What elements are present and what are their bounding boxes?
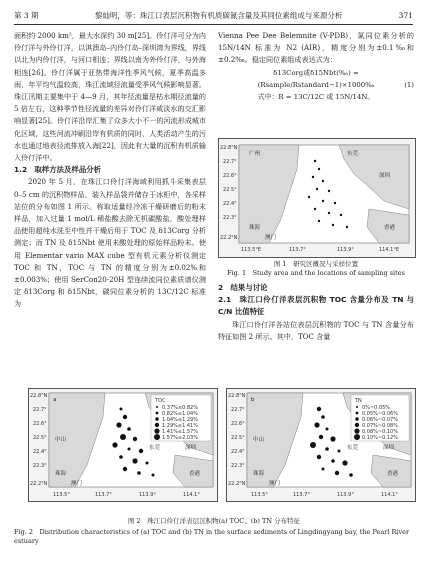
fig2a-lon-3: 114.1° xyxy=(183,492,200,498)
fig2b-lon-3: 114.1° xyxy=(381,492,398,498)
fig2b-lat-3: 22.5° xyxy=(231,435,245,441)
fig1-lon-1: 113.7° xyxy=(289,247,306,253)
fig2a-place-macau: 澳门 xyxy=(71,481,83,487)
fig1-lat-1: 22.7° xyxy=(223,159,237,165)
fig2a-lat-6: 22.2°N xyxy=(30,481,48,487)
fig2a-place-hongkong: 香港 xyxy=(189,471,201,477)
fig2a-legend-2: 1.04%≤1.29% xyxy=(162,417,198,423)
fig2b-place-zhongshan: 中山 xyxy=(253,437,265,443)
fig2a-lat-5: 22.3° xyxy=(33,463,47,469)
fig2b-legend-0: 0%~0.05% xyxy=(362,405,391,411)
figure-1-caption-en: Fig. 1 Study area and the locations of sampling sites xyxy=(227,269,405,277)
fig1-place-shenzhen: 深圳 xyxy=(379,173,391,179)
fig1-place-zhuhai: 珠海 xyxy=(249,225,261,231)
fig1-lat-2: 22.6° xyxy=(223,173,237,179)
fig2b-lon-0: 113.5° xyxy=(251,492,268,498)
fig2a-lat-3: 22.5° xyxy=(33,435,47,441)
methods-paragraph: 2020 年 5 月，在珠江口伶仃洋海域利用抓斗采集表层 0–5 cm 的沉积物样品，装入样品袋并储存于冰柜中，各采样站位的分布如图 1 所示。称取适量经冷冻干燥研磨后的粉末样品，加入过量 1 mol/L 稀盐酸去除无机碳酸盐，酸处理样品使用超纯水洗至中性并干燥后用于 TOC 及 δ13Corg 分析测定；而 TN 及 δ15Nbt 使用未酸处理的原始样品粉末。使用 Elementar vario MAX cube 型有机元素分析仪测定 TOC 和 TN，TOC 与 TN 的精度分别为±0.02%和±0.003%；使用 SerCon20-20H 型连续流同位素质谱仪测定 δ13Corg 和 δ15Nbt，碳同位素分析的 13C/12C 标准为 xyxy=(14,177,206,309)
fig2b-panel-label: b xyxy=(251,397,255,403)
equation-1 xyxy=(218,67,414,91)
fig2b-place-dongguan: 东莞 xyxy=(347,445,359,451)
fig2b-lat-5: 22.3° xyxy=(231,463,245,469)
fig1-lat-3: 22.5° xyxy=(223,187,237,193)
fig2b-lon-2: 113.9° xyxy=(337,492,354,498)
fig1-place-dongguan: 东莞 xyxy=(347,151,359,157)
study-area-map xyxy=(219,139,415,257)
fig2b-lat-4: 22.4° xyxy=(231,449,245,455)
fig2b-lat-0: 22.8°N xyxy=(228,393,246,399)
fig2b-lon-1: 113.7° xyxy=(293,492,310,498)
fig2a-lon-1: 113.7° xyxy=(95,492,112,498)
fig1-lon-3: 114.1°E xyxy=(379,247,399,253)
page-number: 371 xyxy=(398,10,413,20)
isotope-standard-paragraph: Vienna Pee Dee Belemnite (V-PDB)，氮同位素分析的 15N/14N 标准为 N2 (AIR)，精度分别为±0.1‰和±0.2‰。稳定同位素组成表达式为： xyxy=(218,31,414,65)
study-area-paragraph: 面积约 2000 km²，最大水深约 30 m[25]。伶仃洋可分为内伶仃洋与外伶仃洋，以淇澳岛–内伶仃岛–深圳湾为界线，界线以北为内伶仃洋，与河口相连；界线以南为外伶仃洋，与外海相连[26]。伶仃洋属于亚热带海洋性季风气候，夏季高温多雨，年平均气温较高，珠江流域径流量受季风气候影响显著。珠江汛期主要集中于 4—9 月，其年径流量是枯水期径流量的 5 倍左右，这种季节性径流量的差异对伶仃洋咸淡水的交汇影响显著[25]。伶仃洋沿岸汇集了众多大小不一的河流形成城市化区域，这些河流冲刷沿岸有机质的同时，人类活动产生的污水也通过地表径流排放入海[22]，因此有大量的沉积有机质输入伶仃洋中。 xyxy=(14,31,206,163)
issue-number: 第 3 期 xyxy=(14,10,39,20)
fig2b-place-hongkong: 香港 xyxy=(387,471,399,477)
fig2a-lat-1: 22.7° xyxy=(33,407,47,413)
section-heading-2: 2 结果与讨论 xyxy=(218,283,268,292)
fig2b-lat-1: 22.7° xyxy=(231,407,245,413)
page-header xyxy=(14,8,413,25)
figure-2b-tn-map xyxy=(226,388,416,502)
left-column xyxy=(14,30,206,311)
figure-1-caption xyxy=(218,260,414,278)
fig2a-legend-5: 1.57%≤2.03% xyxy=(162,435,198,441)
equation-body: δ13Corg或δ15Nbt(‰) = (Rsample/Rstandard−1)×1000‰ xyxy=(257,68,375,89)
fig2b-place-shenzhen: 深圳 xyxy=(383,445,395,451)
fig1-lat-4: 22.4° xyxy=(223,201,237,207)
figure-2-caption-en: Fig. 2 Distribution characteristics of (a) TOC and (b) TN in the surface sediments of Lingdingyang bay, the Pearl River estuary xyxy=(14,527,410,545)
fig2a-place-zhongshan: 中山 xyxy=(55,437,67,443)
fig2b-legend-title: TN xyxy=(355,398,362,404)
fig2a-lon-2: 113.9° xyxy=(139,492,156,498)
fig1-lat-0: 22.8°N xyxy=(220,145,238,151)
fig2a-place-shenzhen: 深圳 xyxy=(185,445,197,451)
equation-where: 式中：R = 13C/12C 或 15N/14N。 xyxy=(257,93,375,102)
fig1-place-hongkong: 香港 xyxy=(384,225,396,231)
fig2a-legend-3: 1.29%≤1.41% xyxy=(162,423,198,429)
fig2b-lat-6: 22.2°N xyxy=(228,481,246,487)
figure-1-caption-cn: 图 1 研究区概况与采样位置 xyxy=(273,260,359,268)
right-column-lower xyxy=(218,282,414,343)
fig2a-lat-4: 22.4° xyxy=(33,449,47,455)
fig2b-legend-1: 0.05%~0.06% xyxy=(362,411,398,417)
fig1-lon-2: 113.9° xyxy=(337,247,354,253)
fig2a-lat-2: 22.6° xyxy=(33,421,47,427)
fig1-lat-6: 22.2°N xyxy=(220,235,238,241)
fig2a-legend-title: TOC xyxy=(155,398,166,404)
fig2b-legend-2: 0.06%~0.07% xyxy=(362,417,398,423)
running-title: 黎灿明，等：珠江口表层沉积物有机质碳氮含量及其同位素组成与来源分析 xyxy=(94,10,343,20)
fig1-place-guangzhou: 广州 xyxy=(249,151,261,157)
figure-1-map xyxy=(218,138,416,258)
figure-2-caption xyxy=(14,517,414,547)
fig2a-legend-1: 0.82%≤1.04% xyxy=(162,411,198,417)
figure-2a-toc-map xyxy=(28,388,218,502)
figure-2-caption-cn: 图 2 珠江口伶仃洋表层沉积物(a) TOC、(b) TN 分布特征 xyxy=(127,517,301,525)
fig2b-legend-5: 0.10%~0.12% xyxy=(362,435,398,441)
fig2b-place-macau: 澳门 xyxy=(269,481,281,487)
fig1-lon-0: 113.5°E xyxy=(241,247,261,253)
fig1-lat-5: 22.3° xyxy=(223,215,237,221)
fig2a-lon-0: 113.5° xyxy=(53,492,70,498)
fig2b-legend-3: 0.07%~0.08% xyxy=(362,423,398,429)
section-heading-1-2: 1.2 取样方法及样品分析 xyxy=(14,165,101,175)
right-column xyxy=(218,30,414,103)
fig2b-place-zhuhai: 珠海 xyxy=(253,471,265,477)
results-paragraph: 珠江口伶仃洋各站位表层沉积物的 TOC 与 TN 含量分布特征如图 2 所示。其中，TOC 含量 xyxy=(218,319,414,341)
fig2a-place-zhuhai: 珠海 xyxy=(55,471,67,477)
fig2a-legend-0: 0.37%≤0.82% xyxy=(162,405,198,411)
fig2a-legend-4: 1.41%≤1.57% xyxy=(162,429,198,435)
fig2a-place-dongguan: 东莞 xyxy=(149,445,161,451)
fig1-place-macau: 澳门 xyxy=(265,235,277,241)
fig2b-lat-2: 22.6° xyxy=(231,421,245,427)
section-heading-2-1: 2.1 珠江口伶仃洋表层沉积物 TOC 含量分布及 TN 与 C/N 比值特征 xyxy=(218,295,414,317)
fig2a-lat-0: 22.8°N xyxy=(30,393,48,399)
fig2a-panel-label: a xyxy=(53,397,57,403)
fig2b-legend-4: 0.08%~0.10% xyxy=(362,429,398,435)
equation-number: (1) xyxy=(404,80,414,89)
